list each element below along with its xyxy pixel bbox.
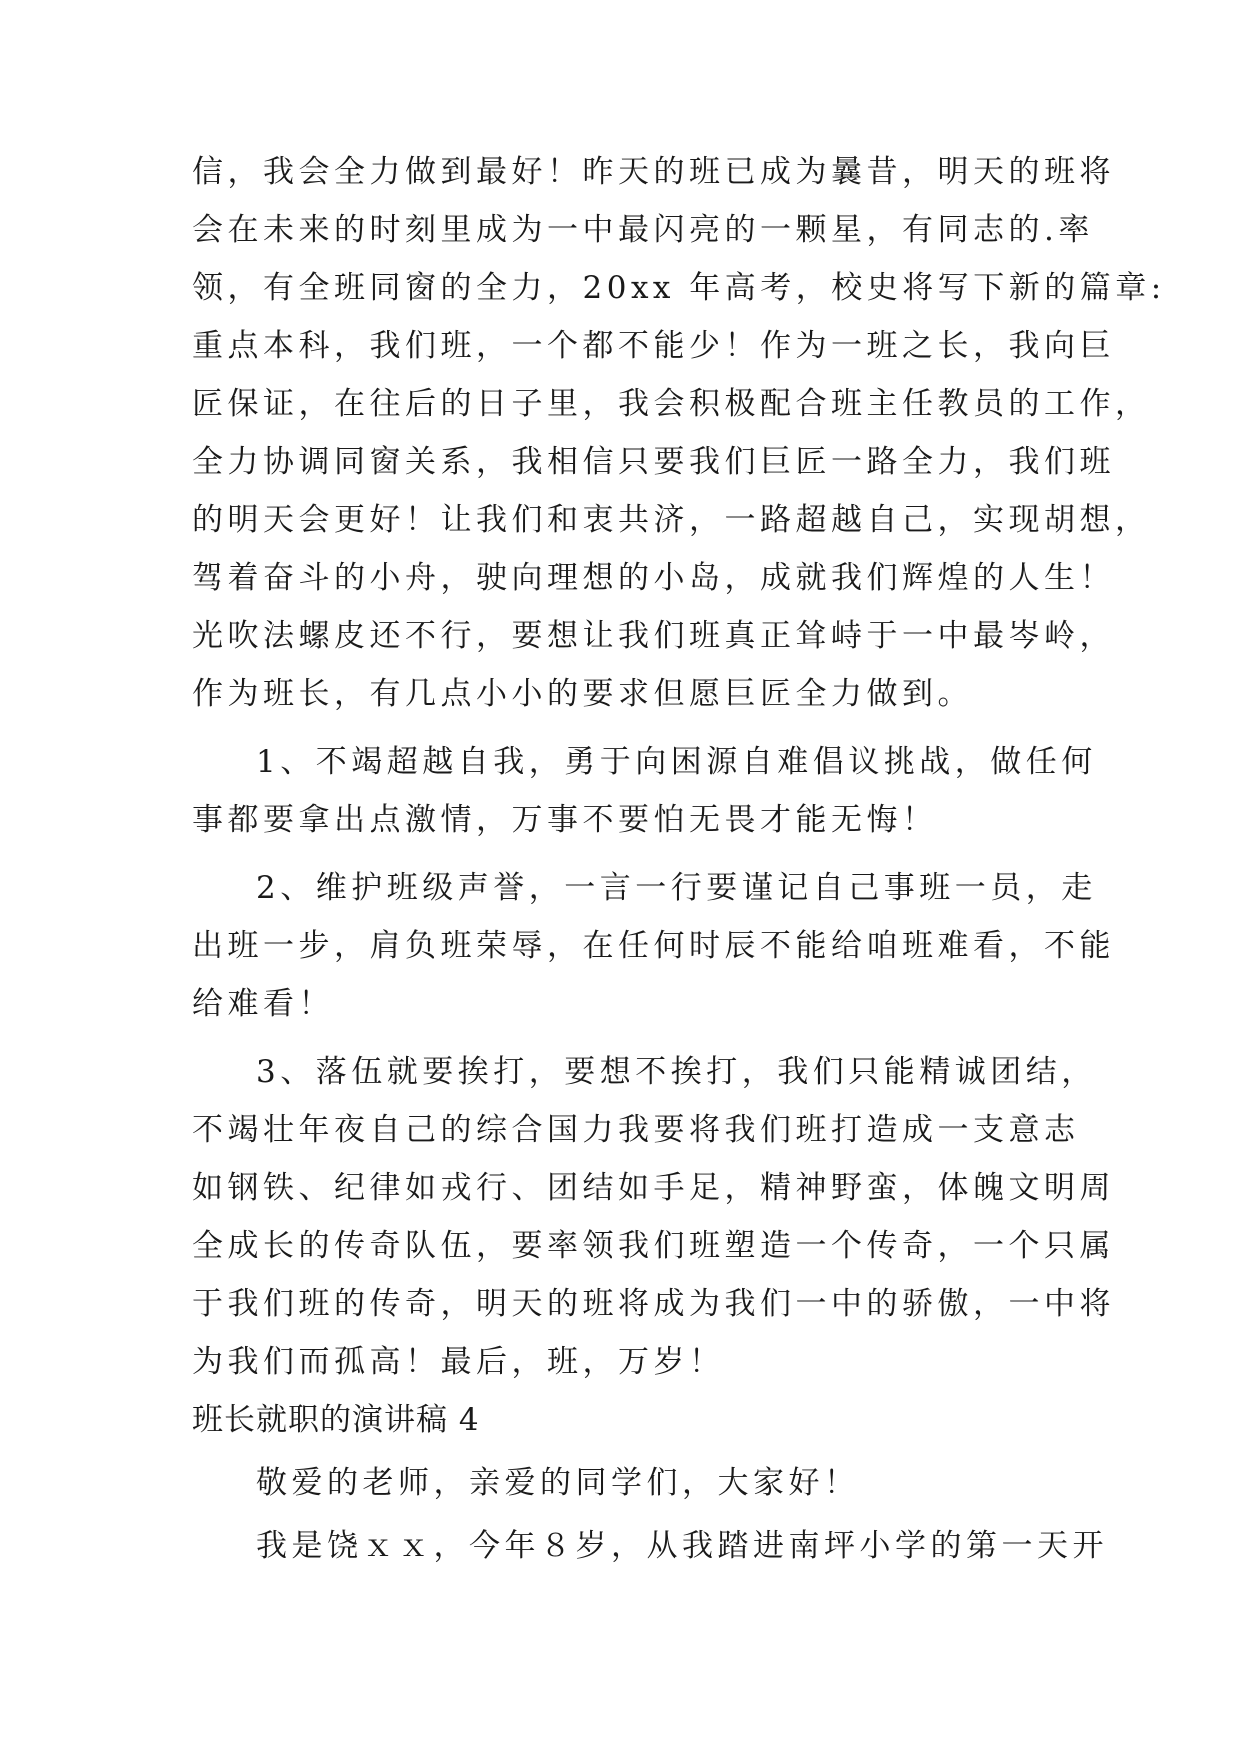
- text-line: 驾着奋斗的小舟，驶向理想的小岛，成就我们辉煌的人生！: [192, 560, 1115, 596]
- section-heading: 班长就职的演讲稿 4: [192, 1402, 480, 1438]
- text-line: 会在未来的时刻里成为一中最闪亮的一颗星，有同志的.率: [192, 212, 1094, 248]
- text-line: 给难看！: [192, 986, 334, 1022]
- text-line: 作为班长，有几点小小的要求但愿巨匠全力做到。: [192, 676, 973, 712]
- list-item-2-line: 2、维护班级声誉，一言一行要谨记自己事班一员，走: [256, 870, 1097, 906]
- text-line: 全成长的传奇队伍，要率领我们班塑造一个传奇，一个只属: [192, 1228, 1115, 1264]
- text-line: 全力协调同窗关系，我相信只要我们巨匠一路全力，我们班: [192, 444, 1115, 480]
- list-item-3-line: 3、落伍就要挨打，要想不挨打，我们只能精诚团结，: [256, 1054, 1097, 1090]
- text-line: 光吹法螺皮还不行，要想让我们班真正耸峙于一中最岑岭，: [192, 618, 1115, 654]
- text-line: 出班一步，肩负班荣辱，在任何时辰不能给咱班难看，不能: [192, 928, 1115, 964]
- text-line: 于我们班的传奇，明天的班将成为我们一中的骄傲，一中将: [192, 1286, 1115, 1322]
- text-line: 不竭壮年夜自己的综合国力我要将我们班打造成一支意志: [192, 1112, 1080, 1148]
- text-line: 重点本科，我们班，一个都不能少！作为一班之长，我向巨: [192, 328, 1115, 364]
- text-line: 如钢铁、纪律如戎行、团结如手足，精神野蛮，体魄文明周: [192, 1170, 1115, 1206]
- text-line: 我是饶ｘｘ，今年８岁，从我踏进南坪小学的第一天开: [256, 1528, 1108, 1564]
- text-line: 领，有全班同窗的全力，20xx 年高考，校史将写下新的篇章:: [192, 270, 1166, 306]
- text-line: 匠保证，在往后的日子里，我会积极配合班主任教员的工作，: [192, 386, 1151, 422]
- text-line: 为我们而孤高！最后，班，万岁！: [192, 1344, 725, 1380]
- text-line: 信，我会全力做到最好！昨天的班已成为曩昔，明天的班将: [192, 154, 1115, 190]
- greeting-line: 敬爱的老师，亲爱的同学们，大家好！: [256, 1465, 860, 1501]
- text-line: 事都要拿出点激情，万事不要怕无畏才能无悔！: [192, 802, 938, 838]
- text-line: 的明天会更好！让我们和衷共济，一路超越自己，实现胡想，: [192, 502, 1151, 538]
- list-item-1-line: 1、不竭超越自我，勇于向困源自难倡议挑战，做任何: [256, 744, 1097, 780]
